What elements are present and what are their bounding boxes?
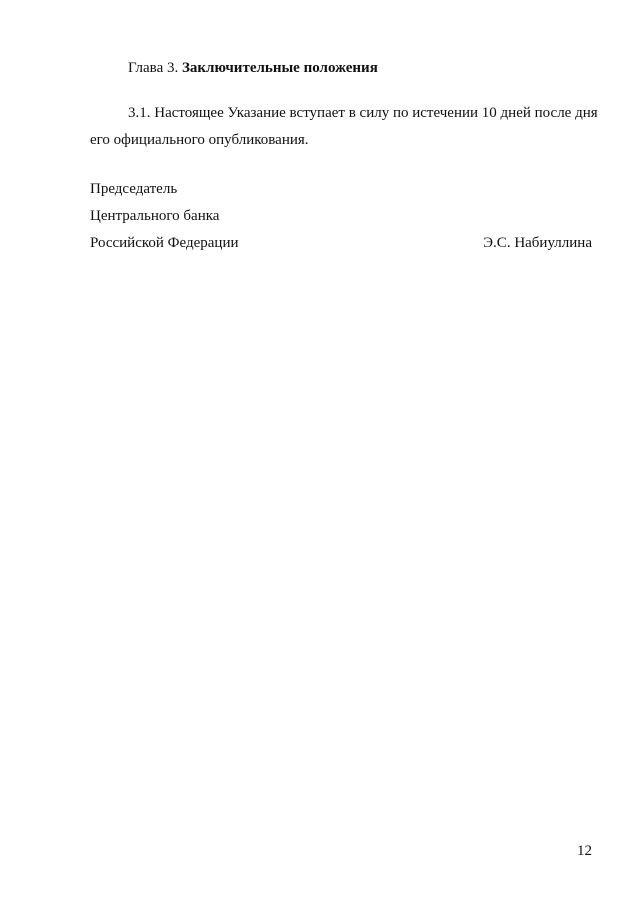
chapter-title: Заключительные положения — [181, 60, 378, 76]
signer-name: Э.С. Набиуллина — [483, 235, 592, 251]
signer-position-line-2: Центрального банка — [90, 208, 220, 224]
signer-position-line-3: Российской Федерации — [90, 235, 239, 251]
chapter-heading — [128, 59, 378, 77]
clause-3-1 — [90, 100, 598, 154]
page-number: 12 — [577, 843, 592, 859]
signer-row — [90, 230, 592, 257]
clause-text-line-1: 3.1. Настоящее Указание вступает в силу по истечении 10 дней после дня — [128, 105, 598, 121]
signature-block — [90, 176, 592, 257]
chapter-label: Глава 3. — [128, 60, 179, 76]
signer-position-line-1: Председатель — [90, 181, 178, 197]
clause-text-line-2: его официального опубликования. — [90, 132, 309, 148]
